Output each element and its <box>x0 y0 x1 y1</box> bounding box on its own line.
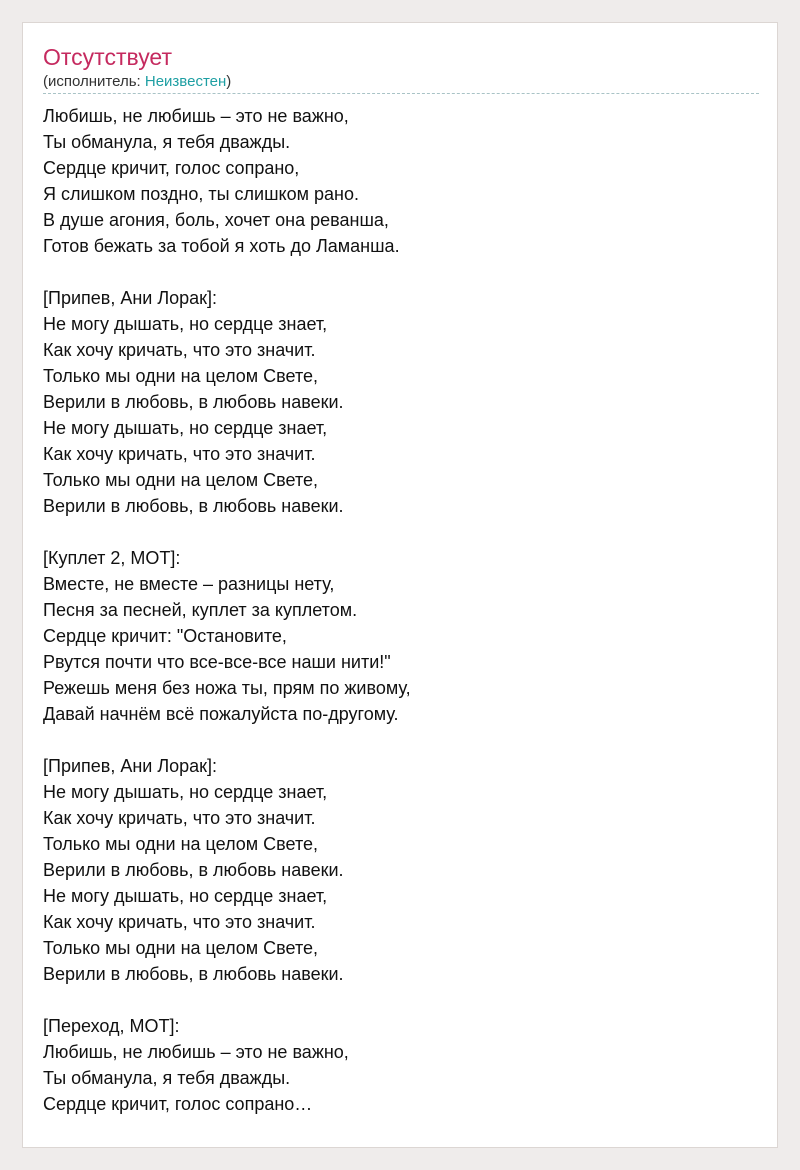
lyric-line: Я слишком поздно, ты слишком рано. <box>43 184 359 204</box>
lyric-line: [Припев, Ани Лорак]: <box>43 756 218 776</box>
lyric-line: Песня за песней, куплет за куплетом. <box>43 600 358 620</box>
lyric-line: Верили в любовь, в любовь навеки. <box>43 392 344 412</box>
lyrics-card <box>22 22 778 1148</box>
lyric-line: Сердце кричит: "Остановите, <box>43 626 287 646</box>
lyric-line: [Куплет 2, МОТ]: <box>43 548 181 568</box>
lyric-line: Верили в любовь, в любовь навеки. <box>43 964 344 984</box>
lyric-blank-line <box>43 519 759 545</box>
lyric-line: Любишь, не любишь – это не важно, <box>43 106 349 126</box>
lyric-line: Только мы одни на целом Свете, <box>43 470 318 490</box>
lyric-line: Как хочу кричать, что это значит. <box>43 912 316 932</box>
lyric-line: Сердце кричит, голос сопрано… <box>43 1094 313 1114</box>
lyric-line: [Переход, МОТ]: <box>43 1016 180 1036</box>
lyric-line: Как хочу кричать, что это значит. <box>43 444 316 464</box>
lyric-line: Давай начнём всё пожалуйста по-другому. <box>43 704 399 724</box>
lyrics-text <box>43 103 759 1117</box>
artist-prefix: (исполнитель: <box>43 73 145 90</box>
lyric-line: Не могу дышать, но сердце знает, <box>43 314 328 334</box>
lyric-line: Вместе, не вместе – разницы нету, <box>43 574 335 594</box>
lyric-line: Не могу дышать, но сердце знает, <box>43 782 328 802</box>
lyric-blank-line <box>43 259 759 285</box>
lyric-blank-line <box>43 727 759 753</box>
artist-line <box>43 73 231 91</box>
lyric-line: Не могу дышать, но сердце знает, <box>43 418 328 438</box>
title-divider <box>43 93 759 94</box>
lyric-line: Как хочу кричать, что это значит. <box>43 808 316 828</box>
lyric-line: В душе агония, боль, хочет она реванша, <box>43 210 389 230</box>
lyric-line: Как хочу кричать, что это значит. <box>43 340 316 360</box>
song-title: Отсутствует <box>43 44 172 70</box>
lyric-line: Готов бежать за тобой я хоть до Ламанша. <box>43 236 400 256</box>
lyric-line: Верили в любовь, в любовь навеки. <box>43 860 344 880</box>
lyric-line: Не могу дышать, но сердце знает, <box>43 886 328 906</box>
lyric-blank-line <box>43 987 759 1013</box>
lyric-line: Ты обманула, я тебя дважды. <box>43 132 291 152</box>
artist-suffix: ) <box>226 73 232 90</box>
lyric-line: Только мы одни на целом Свете, <box>43 366 318 386</box>
lyric-line: Сердце кричит, голос сопрано, <box>43 158 300 178</box>
lyric-line: Только мы одни на целом Свете, <box>43 834 318 854</box>
lyric-line: Ты обманула, я тебя дважды. <box>43 1068 291 1088</box>
lyric-line: Любишь, не любишь – это не важно, <box>43 1042 349 1062</box>
lyric-line: [Припев, Ани Лорак]: <box>43 288 218 308</box>
lyric-line: Режешь меня без ножа ты, прям по живому, <box>43 678 411 698</box>
lyric-line: Рвутся почти что все-все-все наши нити!" <box>43 652 391 672</box>
lyric-line: Верили в любовь, в любовь навеки. <box>43 496 344 516</box>
artist-link[interactable]: Неизвестен <box>144 73 227 90</box>
lyric-line: Только мы одни на целом Свете, <box>43 938 318 958</box>
